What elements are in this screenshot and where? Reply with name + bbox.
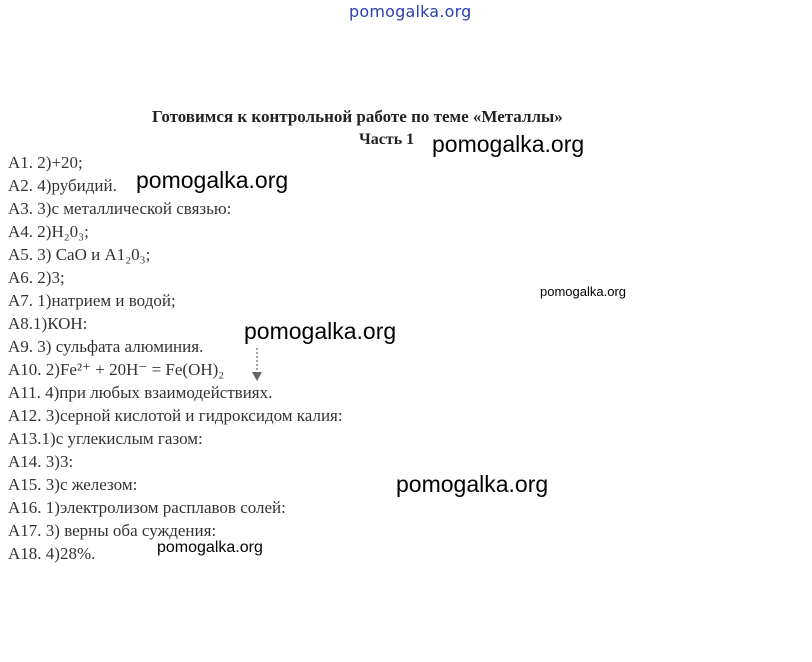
down-arrow-icon bbox=[250, 348, 264, 382]
watermark-6: pomogalka.org bbox=[157, 539, 263, 556]
answer-a2: А2. 4)рубидий. bbox=[8, 176, 117, 195]
watermark-2: pomogalka.org bbox=[136, 167, 289, 193]
answer-a12: А12. 3)серной кислотой и гидроксидом калия: bbox=[8, 406, 343, 425]
answer-list bbox=[8, 151, 343, 565]
answer-a5: А5. 3) CaO и A1₂0₃; bbox=[8, 245, 151, 264]
answer-a3: А3. 3)с металлической связью: bbox=[8, 199, 232, 218]
answer-a16: А16. 1)электролизом расплавов солей: bbox=[8, 498, 286, 517]
answer-a4: А4. 2)H₂0₃; bbox=[8, 222, 89, 241]
answer-a10: А10. 2)Fe²⁺ + 20H⁻ = Fe(OH)₂ bbox=[8, 360, 225, 379]
answer-a1: А1. 2)+20; bbox=[8, 153, 83, 172]
answer-a9: А9. 3) сульфата алюминия. bbox=[8, 337, 204, 356]
watermark-1: pomogalka.org bbox=[432, 131, 585, 157]
watermark-3: pomogalka.org bbox=[540, 284, 626, 299]
answer-a18: А18. 4)28%. bbox=[8, 544, 96, 563]
watermark-4: pomogalka.org bbox=[244, 318, 397, 344]
answer-a14: А14. 3)3: bbox=[8, 452, 74, 471]
answer-a11: А11. 4)при любых взаимодействиях. bbox=[8, 383, 273, 402]
answer-a6: А6. 2)3; bbox=[8, 268, 65, 287]
site-header-link[interactable]: pomogalka.org bbox=[349, 2, 472, 21]
answer-a13: А13.1)с углекислым газом: bbox=[8, 429, 203, 448]
answer-a15: А15. 3)с железом: bbox=[8, 475, 138, 494]
document-subtitle: Часть 1 bbox=[359, 131, 415, 148]
answer-a7: А7. 1)натрием и водой; bbox=[8, 291, 176, 310]
answer-a17: А17. 3) верны оба суждения: bbox=[8, 521, 217, 540]
watermark-5: pomogalka.org bbox=[396, 471, 549, 497]
answer-a8: А8.1)КОН: bbox=[8, 314, 88, 333]
document-title: Готовимся к контрольной работе по теме «Металлы» bbox=[152, 107, 563, 126]
